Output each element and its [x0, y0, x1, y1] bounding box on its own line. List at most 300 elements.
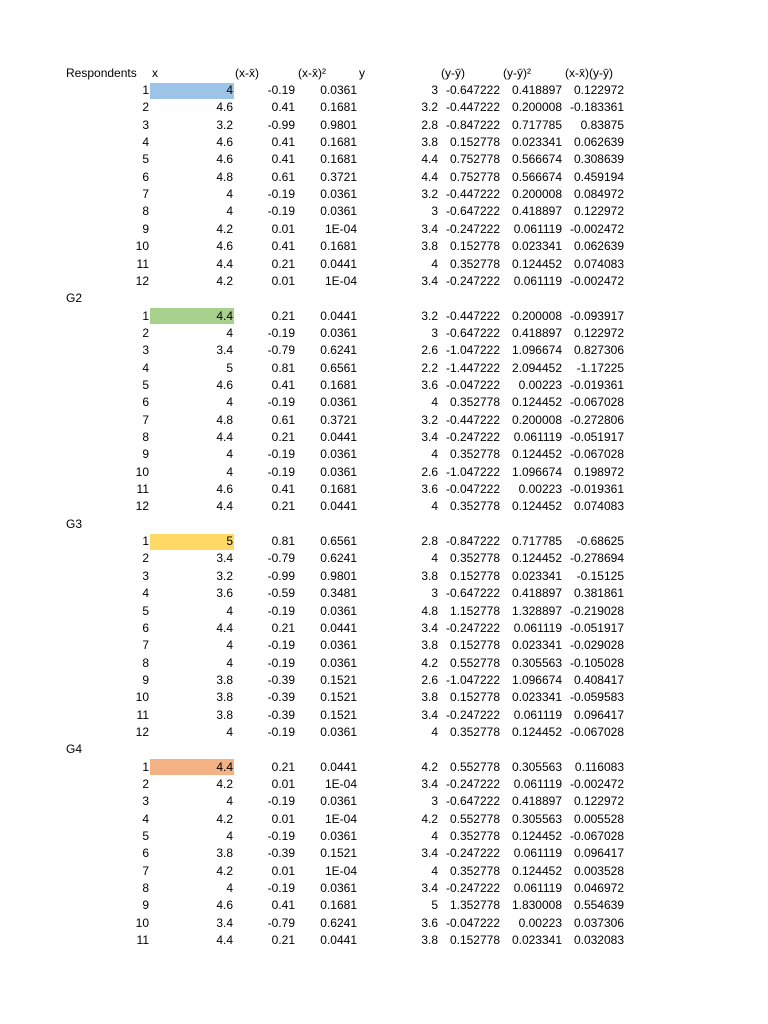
cell-xy-deviation-product[interactable]: 0.122972 — [573, 204, 624, 219]
cell-x-deviation-squared[interactable]: 0.9801 — [320, 568, 357, 583]
cell-x-value[interactable]: 4 — [226, 83, 233, 97]
cell-x-deviation-squared[interactable]: 0.6241 — [320, 915, 357, 930]
cell-y-deviation-squared[interactable]: 0.124452 — [511, 447, 562, 462]
cell-xy-deviation-product[interactable]: -0.059583 — [569, 690, 624, 705]
cell-xy-deviation-product[interactable]: -0.002472 — [569, 777, 624, 791]
cell-x-deviation[interactable]: 0.61 — [271, 169, 295, 184]
cell-respondent-number[interactable]: 1 — [142, 83, 149, 97]
cell-x-deviation[interactable]: -0.99 — [267, 568, 295, 583]
cell-y-value[interactable]: 4 — [431, 256, 438, 271]
cell-y-deviation-squared[interactable]: 0.023341 — [511, 638, 562, 653]
cell-y-value[interactable]: 4 — [431, 724, 438, 739]
cell-xy-deviation-product[interactable]: -0.067028 — [569, 447, 624, 462]
cell-y-value[interactable]: 3 — [431, 204, 438, 219]
cell-x-deviation-squared[interactable]: 0.0441 — [320, 308, 357, 323]
cell-y-deviation[interactable]: 0.352778 — [449, 256, 500, 271]
cell-x-deviation[interactable]: -0.19 — [267, 187, 295, 202]
cell-y-value[interactable]: 2.6 — [421, 343, 438, 358]
cell-y-value[interactable]: 3.4 — [421, 707, 438, 722]
cell-y-deviation[interactable]: -0.247222 — [445, 221, 500, 236]
cell-xy-deviation-product[interactable]: 0.037306 — [573, 915, 624, 930]
cell-x-deviation[interactable]: -0.19 — [267, 464, 295, 479]
cell-x-deviation-squared[interactable]: 0.6241 — [320, 551, 357, 566]
cell-respondent-number[interactable]: 10 — [135, 464, 149, 479]
cell-x-value[interactable]: 4.4 — [216, 499, 233, 514]
cell-x-deviation-squared[interactable]: 0.0361 — [320, 464, 357, 479]
cell-respondent-number[interactable]: 4 — [142, 135, 149, 150]
cell-respondent-number[interactable]: 8 — [142, 655, 149, 670]
cell-y-deviation-squared[interactable]: 2.094452 — [511, 360, 562, 375]
cell-x-deviation[interactable]: 0.41 — [271, 152, 295, 167]
cell-x-value[interactable]: 3.2 — [216, 117, 233, 132]
cell-x-deviation-squared[interactable]: 1E-04 — [324, 221, 357, 236]
cell-x-deviation[interactable]: 0.21 — [271, 430, 295, 444]
cell-x-deviation-squared[interactable]: 1E-04 — [324, 273, 357, 288]
cell-respondent-number[interactable]: 6 — [142, 620, 149, 635]
cell-respondent-number[interactable]: 1 — [142, 759, 149, 774]
cell-x-value[interactable]: 4.8 — [216, 169, 233, 184]
cell-respondent-number[interactable]: 12 — [135, 499, 149, 514]
cell-xy-deviation-product[interactable]: 0.116083 — [574, 759, 624, 774]
cell-y-deviation[interactable]: -0.447222 — [445, 100, 500, 115]
cell-y-value[interactable]: 3.2 — [421, 412, 438, 427]
cell-x-deviation[interactable]: -0.19 — [267, 638, 295, 653]
cell-respondent-number[interactable]: 5 — [142, 377, 149, 392]
cell-xy-deviation-product[interactable]: -0.219028 — [569, 603, 624, 618]
cell-x-value[interactable]: 3.8 — [216, 690, 233, 705]
cell-y-value[interactable]: 3.4 — [421, 881, 438, 896]
cell-x-deviation-squared[interactable]: 0.0361 — [320, 638, 357, 653]
cell-xy-deviation-product[interactable]: -0.067028 — [569, 724, 624, 739]
cell-respondent-number[interactable]: 7 — [142, 863, 149, 878]
cell-x-deviation-squared[interactable]: 0.0441 — [320, 759, 357, 774]
cell-x-value[interactable]: 4 — [226, 395, 233, 410]
cell-xy-deviation-product[interactable]: 0.005528 — [573, 811, 624, 826]
cell-y-deviation-squared[interactable]: 0.418897 — [511, 83, 562, 97]
cell-y-deviation-squared[interactable]: 0.023341 — [511, 933, 562, 948]
cell-y-deviation[interactable]: 0.552778 — [449, 655, 500, 670]
cell-y-deviation-squared[interactable]: 0.061119 — [513, 707, 562, 722]
cell-x-deviation[interactable]: -0.19 — [267, 603, 295, 618]
cell-xy-deviation-product[interactable]: -0.278694 — [569, 551, 624, 566]
cell-y-deviation-squared[interactable]: 0.124452 — [511, 551, 562, 566]
cell-x-value[interactable]: 4.2 — [216, 777, 233, 791]
cell-x-value[interactable]: 4.4 — [216, 759, 233, 774]
cell-y-deviation-squared[interactable]: 0.305563 — [511, 655, 562, 670]
cell-y-deviation-squared[interactable]: 0.061119 — [513, 273, 562, 288]
cell-xy-deviation-product[interactable]: 0.074083 — [573, 499, 624, 514]
cell-respondent-number[interactable]: 8 — [142, 881, 149, 896]
cell-y-deviation[interactable]: -0.247222 — [445, 430, 500, 444]
cell-y-deviation[interactable]: -0.647222 — [445, 586, 500, 601]
cell-x-deviation-squared[interactable]: 0.1681 — [320, 239, 357, 254]
cell-x-deviation[interactable]: 0.01 — [271, 811, 295, 826]
cell-xy-deviation-product[interactable]: 0.062639 — [573, 135, 624, 150]
cell-xy-deviation-product[interactable]: 0.122972 — [573, 83, 624, 97]
cell-x-deviation-squared[interactable]: 0.0361 — [320, 83, 357, 97]
cell-x-value[interactable]: 4.4 — [216, 256, 233, 271]
cell-x-value[interactable]: 3.2 — [216, 568, 233, 583]
cell-x-value[interactable]: 3.6 — [216, 586, 233, 601]
cell-y-deviation[interactable]: 0.552778 — [449, 811, 500, 826]
cell-x-value[interactable]: 4 — [226, 603, 233, 618]
cell-x-deviation-squared[interactable]: 0.0441 — [320, 256, 357, 271]
cell-xy-deviation-product[interactable]: -0.002472 — [569, 273, 624, 288]
cell-y-deviation-squared[interactable]: 0.061119 — [513, 620, 562, 635]
cell-x-deviation[interactable]: -0.19 — [267, 829, 295, 844]
cell-x-deviation-squared[interactable]: 1E-04 — [324, 863, 357, 878]
cell-x-deviation-squared[interactable]: 0.1681 — [320, 152, 357, 167]
cell-y-deviation[interactable]: -1.047222 — [445, 464, 500, 479]
cell-xy-deviation-product[interactable]: 0.122972 — [573, 794, 624, 809]
cell-respondent-number[interactable]: 12 — [135, 724, 149, 739]
cell-x-deviation-squared[interactable]: 0.0361 — [320, 395, 357, 410]
cell-x-deviation[interactable]: -0.79 — [267, 551, 295, 566]
cell-xy-deviation-product[interactable]: -0.272806 — [569, 412, 624, 427]
cell-x-deviation[interactable]: 0.61 — [271, 412, 295, 427]
cell-xy-deviation-product[interactable]: -0.067028 — [569, 829, 624, 844]
cell-y-value[interactable]: 3.8 — [421, 933, 438, 948]
cell-y-value[interactable]: 3.8 — [421, 638, 438, 653]
cell-y-deviation[interactable]: 0.352778 — [449, 447, 500, 462]
cell-x-value[interactable]: 4 — [226, 881, 233, 896]
cell-xy-deviation-product[interactable]: -0.019361 — [569, 377, 624, 392]
cell-y-deviation-squared[interactable]: 0.124452 — [511, 863, 562, 878]
cell-y-value[interactable]: 4 — [431, 551, 438, 566]
cell-y-value[interactable]: 4.4 — [421, 169, 438, 184]
cell-y-deviation-squared[interactable]: 0.061119 — [513, 846, 562, 861]
cell-y-deviation[interactable]: -0.447222 — [445, 412, 500, 427]
cell-y-deviation-squared[interactable]: 0.061119 — [513, 430, 562, 444]
cell-respondent-number[interactable]: 6 — [142, 846, 149, 861]
cell-respondent-number[interactable]: 10 — [135, 915, 149, 930]
cell-x-deviation-squared[interactable]: 0.0441 — [320, 933, 357, 948]
cell-x-deviation-squared[interactable]: 0.1521 — [320, 707, 357, 722]
cell-x-deviation[interactable]: 0.41 — [271, 239, 295, 254]
cell-y-deviation[interactable]: 0.152778 — [449, 933, 500, 948]
cell-y-deviation[interactable]: 0.752778 — [449, 169, 500, 184]
cell-x-deviation[interactable]: 0.21 — [271, 620, 295, 635]
cell-x-deviation-squared[interactable]: 0.0361 — [320, 603, 357, 618]
cell-y-deviation[interactable]: -1.447222 — [445, 360, 500, 375]
cell-x-deviation[interactable]: 0.01 — [271, 273, 295, 288]
cell-x-deviation[interactable]: -0.19 — [267, 724, 295, 739]
cell-y-deviation-squared[interactable]: 0.418897 — [511, 794, 562, 809]
cell-x-value[interactable]: 4.6 — [216, 239, 233, 254]
cell-y-deviation[interactable]: -0.647222 — [445, 83, 500, 97]
cell-x-deviation[interactable]: -0.39 — [267, 707, 295, 722]
cell-respondent-number[interactable]: 3 — [142, 794, 149, 809]
cell-xy-deviation-product[interactable]: 0.084972 — [573, 187, 624, 202]
cell-y-deviation-squared[interactable]: 0.200008 — [511, 308, 562, 323]
cell-x-deviation-squared[interactable]: 0.1681 — [320, 135, 357, 150]
cell-y-deviation[interactable]: 0.152778 — [449, 135, 500, 150]
cell-y-deviation[interactable]: -0.247222 — [445, 707, 500, 722]
cell-y-deviation[interactable]: 0.752778 — [449, 152, 500, 167]
cell-xy-deviation-product[interactable]: -0.051917 — [569, 430, 624, 444]
cell-y-deviation[interactable]: 0.152778 — [449, 638, 500, 653]
cell-y-deviation-squared[interactable]: 0.418897 — [511, 204, 562, 219]
cell-y-deviation-squared[interactable]: 0.124452 — [511, 829, 562, 844]
cell-x-deviation[interactable]: -0.39 — [267, 690, 295, 705]
cell-x-deviation-squared[interactable]: 0.6241 — [320, 343, 357, 358]
cell-x-deviation-squared[interactable]: 0.0361 — [320, 325, 357, 340]
cell-respondent-number[interactable]: 11 — [136, 256, 149, 271]
cell-y-deviation-squared[interactable]: 0.200008 — [511, 187, 562, 202]
cell-y-deviation[interactable]: -0.047222 — [445, 377, 500, 392]
cell-y-value[interactable]: 3.8 — [421, 135, 438, 150]
cell-x-deviation-squared[interactable]: 0.0361 — [320, 829, 357, 844]
cell-y-deviation[interactable]: -0.247222 — [445, 846, 500, 861]
cell-respondent-number[interactable]: 9 — [142, 447, 149, 462]
cell-y-deviation-squared[interactable]: 0.305563 — [511, 811, 562, 826]
cell-xy-deviation-product[interactable]: 0.074083 — [573, 256, 624, 271]
cell-respondent-number[interactable]: 2 — [142, 551, 149, 566]
cell-x-deviation[interactable]: 0.41 — [271, 100, 295, 115]
cell-x-deviation[interactable]: 0.21 — [271, 256, 295, 271]
cell-y-deviation-squared[interactable]: 0.124452 — [511, 499, 562, 514]
cell-y-deviation-squared[interactable]: 0.023341 — [511, 239, 562, 254]
cell-x-deviation[interactable]: 0.81 — [271, 534, 295, 549]
cell-y-value[interactable]: 4 — [431, 447, 438, 462]
cell-y-deviation[interactable]: 0.152778 — [449, 568, 500, 583]
cell-x-deviation[interactable]: 0.21 — [271, 499, 295, 514]
cell-y-deviation[interactable]: 0.152778 — [449, 239, 500, 254]
cell-y-deviation[interactable]: 0.352778 — [449, 499, 500, 514]
cell-y-value[interactable]: 2.8 — [421, 534, 438, 549]
cell-y-deviation-squared[interactable]: 0.418897 — [511, 325, 562, 340]
cell-xy-deviation-product[interactable]: 0.062639 — [573, 239, 624, 254]
cell-y-value[interactable]: 4 — [431, 863, 438, 878]
cell-y-deviation-squared[interactable]: 0.00223 — [518, 915, 562, 930]
cell-y-deviation[interactable]: 0.352778 — [449, 863, 500, 878]
cell-x-value[interactable]: 4 — [226, 638, 233, 653]
cell-y-value[interactable]: 3.8 — [421, 239, 438, 254]
cell-x-value[interactable]: 4.4 — [216, 430, 233, 444]
cell-x-value[interactable]: 4.8 — [216, 412, 233, 427]
cell-x-deviation-squared[interactable]: 0.6561 — [320, 360, 357, 375]
cell-respondent-number[interactable]: 12 — [135, 273, 149, 288]
cell-xy-deviation-product[interactable]: 0.459194 — [573, 169, 624, 184]
cell-respondent-number[interactable]: 5 — [142, 603, 149, 618]
cell-x-deviation-squared[interactable]: 0.0441 — [320, 499, 357, 514]
cell-x-deviation[interactable]: -0.19 — [267, 83, 295, 97]
cell-xy-deviation-product[interactable]: -0.051917 — [569, 620, 624, 635]
cell-y-deviation-squared[interactable]: 0.061119 — [513, 777, 562, 791]
cell-y-value[interactable]: 4 — [431, 829, 438, 844]
cell-y-value[interactable]: 3.2 — [421, 187, 438, 202]
cell-y-value[interactable]: 3.6 — [421, 377, 438, 392]
cell-y-deviation[interactable]: -0.247222 — [445, 620, 500, 635]
cell-x-value[interactable]: 4.4 — [216, 933, 233, 948]
cell-x-value[interactable]: 4.6 — [216, 100, 233, 115]
cell-x-value[interactable]: 4.6 — [216, 377, 233, 392]
cell-x-deviation[interactable]: -0.39 — [267, 846, 295, 861]
cell-y-deviation[interactable]: -0.247222 — [445, 777, 500, 791]
cell-x-value[interactable]: 4 — [226, 187, 233, 202]
cell-respondent-number[interactable]: 8 — [142, 430, 149, 444]
cell-respondent-number[interactable]: 7 — [142, 638, 149, 653]
cell-y-value[interactable]: 3 — [431, 794, 438, 809]
cell-y-deviation[interactable]: -1.047222 — [445, 672, 500, 687]
cell-y-deviation[interactable]: 0.352778 — [449, 724, 500, 739]
cell-y-deviation-squared[interactable]: 0.717785 — [511, 534, 562, 549]
cell-xy-deviation-product[interactable]: 0.381861 — [573, 586, 624, 601]
cell-y-deviation-squared[interactable]: 0.061119 — [513, 221, 562, 236]
cell-y-value[interactable]: 3.4 — [421, 620, 438, 635]
cell-y-deviation[interactable]: 0.352778 — [449, 551, 500, 566]
cell-y-value[interactable]: 4.2 — [421, 759, 438, 774]
cell-respondent-number[interactable]: 7 — [142, 187, 149, 202]
cell-x-value[interactable]: 4 — [226, 325, 233, 340]
cell-y-deviation[interactable]: -0.647222 — [445, 794, 500, 809]
cell-respondent-number[interactable]: 4 — [142, 586, 149, 601]
cell-y-value[interactable]: 4 — [431, 395, 438, 410]
cell-xy-deviation-product[interactable]: 0.096417 — [573, 846, 624, 861]
cell-y-value[interactable]: 3.4 — [421, 777, 438, 791]
cell-y-deviation-squared[interactable]: 0.023341 — [511, 690, 562, 705]
cell-x-value[interactable]: 4 — [226, 447, 233, 462]
cell-x-deviation[interactable]: 0.21 — [271, 759, 295, 774]
cell-x-value[interactable]: 4 — [226, 829, 233, 844]
cell-x-deviation[interactable]: 0.41 — [271, 377, 295, 392]
cell-respondent-number[interactable]: 8 — [142, 204, 149, 219]
cell-y-deviation[interactable]: -0.647222 — [445, 325, 500, 340]
cell-y-deviation-squared[interactable]: 0.124452 — [511, 724, 562, 739]
cell-x-deviation[interactable]: 0.41 — [271, 482, 295, 497]
cell-y-deviation[interactable]: -0.047222 — [445, 482, 500, 497]
cell-y-value[interactable]: 3 — [431, 325, 438, 340]
cell-y-deviation[interactable]: 0.352778 — [449, 395, 500, 410]
cell-x-value[interactable]: 5 — [226, 534, 233, 549]
cell-x-value[interactable]: 4 — [226, 724, 233, 739]
cell-x-deviation[interactable]: 0.01 — [271, 777, 295, 791]
cell-y-value[interactable]: 3.4 — [421, 846, 438, 861]
cell-x-deviation[interactable]: -0.19 — [267, 447, 295, 462]
cell-y-deviation[interactable]: -0.447222 — [445, 187, 500, 202]
cell-y-deviation[interactable]: 0.552778 — [449, 759, 500, 774]
cell-y-deviation[interactable]: 1.352778 — [449, 898, 500, 913]
cell-x-value[interactable]: 3.8 — [216, 846, 233, 861]
cell-x-value[interactable]: 3.8 — [216, 672, 233, 687]
cell-xy-deviation-product[interactable]: -0.68625 — [576, 534, 624, 549]
cell-x-value[interactable]: 4 — [226, 204, 233, 219]
cell-respondent-number[interactable]: 3 — [142, 568, 149, 583]
cell-x-deviation-squared[interactable]: 0.1521 — [320, 846, 357, 861]
cell-xy-deviation-product[interactable]: 0.408417 — [573, 672, 624, 687]
cell-respondent-number[interactable]: 10 — [135, 239, 149, 254]
cell-y-deviation[interactable]: -0.847222 — [445, 534, 500, 549]
cell-respondent-number[interactable]: 11 — [136, 707, 149, 722]
cell-xy-deviation-product[interactable]: -0.15125 — [576, 568, 624, 583]
cell-respondent-number[interactable]: 6 — [142, 169, 149, 184]
cell-y-value[interactable]: 3.2 — [421, 308, 438, 323]
cell-y-value[interactable]: 3.6 — [421, 482, 438, 497]
cell-y-deviation-squared[interactable]: 0.023341 — [511, 135, 562, 150]
cell-x-deviation-squared[interactable]: 0.1681 — [320, 377, 357, 392]
cell-xy-deviation-product[interactable]: 0.122972 — [573, 325, 624, 340]
cell-y-deviation[interactable]: -1.047222 — [445, 343, 500, 358]
cell-xy-deviation-product[interactable]: 0.032083 — [573, 933, 624, 948]
cell-xy-deviation-product[interactable]: 0.198972 — [573, 464, 624, 479]
cell-x-value[interactable]: 3.4 — [216, 915, 233, 930]
cell-x-deviation[interactable]: -0.19 — [267, 794, 295, 809]
cell-y-deviation-squared[interactable]: 0.566674 — [511, 152, 562, 167]
cell-respondent-number[interactable]: 1 — [142, 534, 149, 549]
cell-y-deviation-squared[interactable]: 0.305563 — [511, 759, 562, 774]
cell-y-deviation-squared[interactable]: 0.124452 — [511, 395, 562, 410]
cell-xy-deviation-product[interactable]: -0.183361 — [569, 100, 624, 115]
cell-x-deviation[interactable]: -0.19 — [267, 325, 295, 340]
cell-x-value[interactable]: 4.6 — [216, 898, 233, 913]
cell-y-deviation[interactable]: 1.152778 — [449, 603, 500, 618]
cell-y-deviation[interactable]: 0.352778 — [449, 829, 500, 844]
cell-respondent-number[interactable]: 7 — [142, 412, 149, 427]
cell-x-deviation-squared[interactable]: 0.0361 — [320, 447, 357, 462]
cell-x-deviation-squared[interactable]: 0.0361 — [320, 881, 357, 896]
cell-x-deviation[interactable]: -0.79 — [267, 915, 295, 930]
cell-y-value[interactable]: 3 — [431, 586, 438, 601]
cell-y-deviation-squared[interactable]: 0.023341 — [511, 568, 562, 583]
cell-y-value[interactable]: 2.2 — [421, 360, 438, 375]
cell-x-deviation[interactable]: -0.19 — [267, 881, 295, 896]
cell-y-deviation-squared[interactable]: 0.418897 — [511, 586, 562, 601]
cell-y-deviation[interactable]: -0.247222 — [445, 881, 500, 896]
cell-x-deviation-squared[interactable]: 0.3721 — [320, 412, 357, 427]
cell-x-value[interactable]: 3.4 — [216, 343, 233, 358]
cell-y-deviation-squared[interactable]: 1.830008 — [511, 898, 562, 913]
cell-x-value[interactable]: 4.6 — [216, 135, 233, 150]
cell-x-value[interactable]: 4.2 — [216, 863, 233, 878]
cell-respondent-number[interactable]: 5 — [142, 829, 149, 844]
cell-x-deviation[interactable]: 0.41 — [271, 135, 295, 150]
cell-y-deviation[interactable]: -0.447222 — [445, 308, 500, 323]
cell-x-deviation-squared[interactable]: 0.3721 — [320, 169, 357, 184]
cell-x-deviation[interactable]: -0.19 — [267, 395, 295, 410]
cell-y-deviation-squared[interactable]: 0.566674 — [511, 169, 562, 184]
cell-y-value[interactable]: 2.6 — [421, 464, 438, 479]
cell-y-deviation-squared[interactable]: 1.328897 — [511, 603, 562, 618]
cell-respondent-number[interactable]: 2 — [142, 777, 149, 791]
cell-x-value[interactable]: 5 — [226, 360, 233, 375]
cell-respondent-number[interactable]: 4 — [142, 360, 149, 375]
cell-x-deviation-squared[interactable]: 0.1681 — [320, 100, 357, 115]
cell-x-deviation-squared[interactable]: 0.9801 — [320, 117, 357, 132]
cell-x-deviation[interactable]: 0.81 — [271, 360, 295, 375]
cell-respondent-number[interactable]: 4 — [142, 811, 149, 826]
cell-x-value[interactable]: 3.4 — [216, 551, 233, 566]
cell-x-deviation-squared[interactable]: 1E-04 — [324, 777, 357, 791]
cell-y-deviation-squared[interactable]: 0.200008 — [511, 100, 562, 115]
cell-respondent-number[interactable]: 3 — [142, 343, 149, 358]
cell-x-value[interactable]: 4 — [226, 464, 233, 479]
cell-x-deviation[interactable]: -0.19 — [267, 655, 295, 670]
cell-xy-deviation-product[interactable]: -1.17225 — [576, 360, 624, 375]
cell-xy-deviation-product[interactable]: -0.002472 — [569, 221, 624, 236]
cell-xy-deviation-product[interactable]: -0.019361 — [569, 482, 624, 497]
cell-respondent-number[interactable]: 11 — [136, 933, 149, 948]
cell-y-value[interactable]: 2.8 — [421, 117, 438, 132]
cell-x-value[interactable]: 3.8 — [216, 707, 233, 722]
cell-x-deviation-squared[interactable]: 0.1521 — [320, 672, 357, 687]
cell-y-deviation-squared[interactable]: 0.061119 — [513, 881, 562, 896]
cell-x-value[interactable]: 4.6 — [216, 152, 233, 167]
cell-y-deviation-squared[interactable]: 1.096674 — [511, 464, 562, 479]
cell-y-deviation-squared[interactable]: 0.200008 — [511, 412, 562, 427]
cell-x-deviation-squared[interactable]: 0.0361 — [320, 724, 357, 739]
cell-y-deviation[interactable]: -0.247222 — [445, 273, 500, 288]
cell-x-deviation-squared[interactable]: 0.1681 — [320, 482, 357, 497]
